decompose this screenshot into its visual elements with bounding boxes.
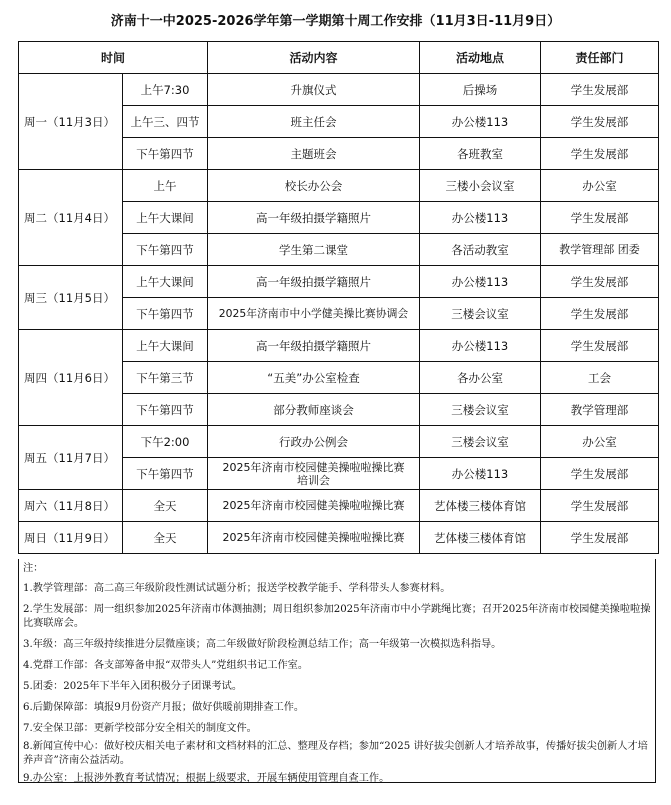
- location-cell: 各班教室: [420, 138, 541, 170]
- activity-cell: 高一年级拍摄学籍照片: [208, 202, 420, 234]
- dept-cell: 教学管理部 团委: [541, 234, 659, 266]
- time-cell: 上午7:30: [123, 74, 208, 106]
- notes-label: 注：: [23, 563, 44, 574]
- time-cell: 下午第四节: [123, 234, 208, 266]
- notes-section: [18, 559, 656, 783]
- location-cell: 三楼会议室: [420, 298, 541, 330]
- location-cell: 办公楼113: [420, 202, 541, 234]
- note-item: 4.党群工作部：各支部筹备申报“双带头人”党组织书记工作室。: [23, 660, 309, 671]
- time-cell: 上午大课间: [123, 266, 208, 298]
- location-cell: 三楼会议室: [420, 394, 541, 426]
- location-cell: 办公楼113: [420, 106, 541, 138]
- time-cell: 下午第四节: [123, 458, 208, 490]
- activity-cell: 校长办公会: [208, 170, 420, 202]
- location-cell: 艺体楼三楼体育馆: [420, 490, 541, 522]
- activity-cell: “五美”办公室检查: [208, 362, 420, 394]
- dept-cell: 学生发展部: [541, 138, 659, 170]
- dept-cell: 学生发展部: [541, 202, 659, 234]
- activity-cell: 2025年济南市校园健美操啦啦操比赛: [208, 522, 420, 554]
- dept-cell: 学生发展部: [541, 74, 659, 106]
- dept-cell: 办公室: [541, 170, 659, 202]
- page-title: 济南十一中2025-2026学年第一学期第十周工作安排（11月3日-11月9日）: [110, 14, 561, 29]
- header-row: [19, 42, 659, 74]
- time-cell: 上午大课间: [123, 202, 208, 234]
- activity-cell: 部分教师座谈会: [208, 394, 420, 426]
- note-item: 5.团委：2025年下半年入团积极分子团课考试。: [23, 681, 243, 692]
- header-activity: 活动内容: [208, 42, 420, 74]
- location-cell: 后操场: [420, 74, 541, 106]
- dept-cell: 学生发展部: [541, 106, 659, 138]
- location-cell: 办公楼113: [420, 458, 541, 490]
- dept-cell: 学生发展部: [541, 522, 659, 554]
- location-cell: 各办公室: [420, 362, 541, 394]
- activity-cell: 高一年级拍摄学籍照片: [208, 266, 420, 298]
- location-cell: 各活动教室: [420, 234, 541, 266]
- table-row: [19, 74, 659, 106]
- table-row: [19, 170, 659, 202]
- dept-cell: 办公室: [541, 426, 659, 458]
- activity-cell: 2025年济南市中小学健美操比赛协调会: [208, 298, 420, 330]
- dept-cell: 学生发展部: [541, 266, 659, 298]
- day-cell: 周三（11月5日）: [19, 266, 123, 330]
- time-cell: 下午第四节: [123, 298, 208, 330]
- dept-cell: 学生发展部: [541, 490, 659, 522]
- note-item: 6.后勤保障部：填报9月份资产月报；做好供暖前期排查工作。: [23, 702, 305, 713]
- dept-cell: 学生发展部: [541, 458, 659, 490]
- table-row: [19, 330, 659, 362]
- note-item: 9.办公室：上报涉外教育考试情况；根据上级要求，开展车辆使用管理自查工作。: [23, 773, 390, 784]
- activity-cell: 主题班会: [208, 138, 420, 170]
- day-cell: 周四（11月6日）: [19, 330, 123, 426]
- location-cell: 办公楼113: [420, 330, 541, 362]
- activity-cell: 升旗仪式: [208, 74, 420, 106]
- note-item: 7.安全保卫部：更新学校部分安全相关的制度文件。: [23, 723, 257, 734]
- table-row: [19, 490, 659, 522]
- schedule-table: [18, 41, 659, 554]
- dept-cell: 教学管理部: [541, 394, 659, 426]
- header-time: 时间: [19, 42, 208, 74]
- activity-cell: 2025年济南市校园健美操啦啦操比赛: [208, 490, 420, 522]
- activity-cell: 行政办公例会: [208, 426, 420, 458]
- dept-cell: 学生发展部: [541, 298, 659, 330]
- header-location: 活动地点: [420, 42, 541, 74]
- activity-cell: 2025年济南市校园健美操啦啦操比赛培训会: [208, 458, 420, 490]
- time-cell: 全天: [123, 490, 208, 522]
- time-cell: 下午2:00: [123, 426, 208, 458]
- note-item: 3.年级：高三年级持续推进分层微座谈；高二年级做好阶段检测总结工作；高一年级第一次模拟选科指导。: [23, 639, 502, 650]
- time-cell: 全天: [123, 522, 208, 554]
- day-cell: 周二（11月4日）: [19, 170, 123, 266]
- time-cell: 上午三、四节: [123, 106, 208, 138]
- time-cell: 下午第四节: [123, 138, 208, 170]
- location-cell: 三楼会议室: [420, 426, 541, 458]
- time-cell: 下午第四节: [123, 394, 208, 426]
- activity-cell: 班主任会: [208, 106, 420, 138]
- note-item: 8.新闻宣传中心：做好校庆相关电子素材和文档材料的汇总、整理及存档；参加“2025 讲好拔尖创新人才培养故事，传播好拔尖创新人才培养声音”济南公益活动。: [23, 741, 648, 766]
- table-row: [19, 266, 659, 298]
- table-row: [19, 426, 659, 458]
- note-item: 1.教学管理部：高二高三年级阶段性测试试题分析；报送学校教学能手、学科带头人参赛材料。: [23, 583, 451, 594]
- activity-cell: 学生第二课堂: [208, 234, 420, 266]
- day-cell: 周日（11月9日）: [19, 522, 123, 554]
- dept-cell: 工会: [541, 362, 659, 394]
- day-cell: 周五（11月7日）: [19, 426, 123, 490]
- table-row: [19, 522, 659, 554]
- note-item: 2.学生发展部：周一组织参加2025年济南市体测抽测；周日组织参加2025年济南市中小学跳绳比赛；召开2025年济南市校园健美操啦啦操比赛联席会。: [23, 604, 651, 629]
- time-cell: 上午大课间: [123, 330, 208, 362]
- time-cell: 下午第三节: [123, 362, 208, 394]
- location-cell: 艺体楼三楼体育馆: [420, 522, 541, 554]
- dept-cell: 学生发展部: [541, 330, 659, 362]
- day-cell: 周一（11月3日）: [19, 74, 123, 170]
- location-cell: 办公楼113: [420, 266, 541, 298]
- time-cell: 上午: [123, 170, 208, 202]
- activity-cell: 高一年级拍摄学籍照片: [208, 330, 420, 362]
- location-cell: 三楼小会议室: [420, 170, 541, 202]
- header-dept: 责任部门: [541, 42, 659, 74]
- day-cell: 周六（11月8日）: [19, 490, 123, 522]
